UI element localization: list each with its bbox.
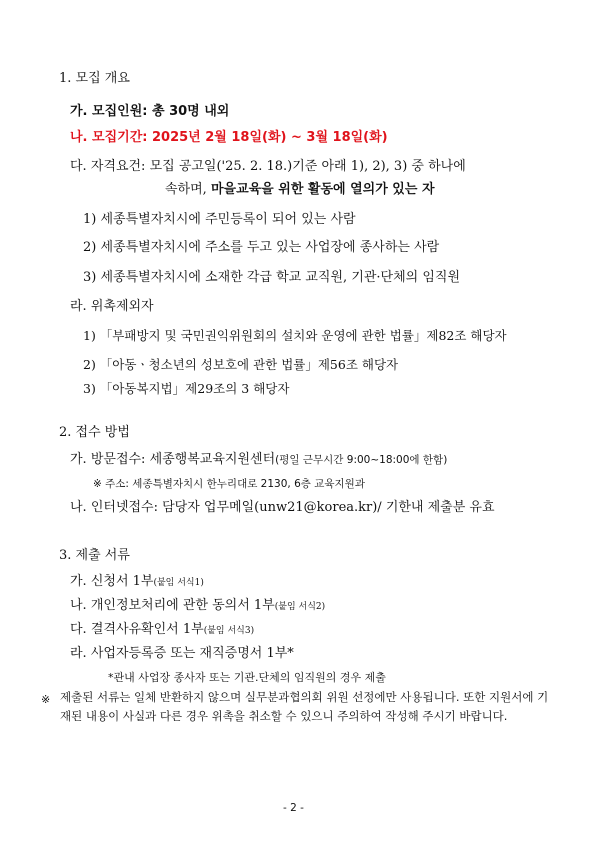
qualification-emphasis: 마을교육을 위한 활동에 열의가 있는 자 [210, 182, 435, 197]
qualification-continuation [165, 182, 435, 198]
section1-heading: 1. 모집 개요 [59, 71, 130, 86]
section3-heading: 3. 제출 서류 [59, 548, 130, 563]
document-2-label: 나. 개인정보처리에 관한 동의서 1부 [70, 598, 275, 613]
address-note: ※ 주소: 세종특별자치시 한누리대로 2130, 6층 교육지원과 [93, 478, 365, 490]
exclusion-item-3: 3) 「아동복지법」제29조의 3 해당자 [83, 381, 290, 396]
document-3-label: 다. 결격사유확인서 1부 [70, 622, 204, 637]
notice-mark: ※ [41, 693, 51, 706]
document-4: 라. 사업자등록증 또는 재직증명서 1부* [70, 646, 294, 661]
visit-hours: (평일 근무시간 9:00~18:00에 한함) [275, 454, 448, 466]
submission-notice: 제출된 서류는 일체 반환하지 않으며 실무분과협의회 위원 선정에만 사용됩니다. 또한 지원서에 기재된 내용이 사실과 다른 경우 위촉을 취소할 수 있으니 주의하여 작성해 주시기 바랍니다. [60, 690, 549, 723]
document-2-attachment: (붙임 서식2) [274, 602, 326, 612]
qualification-line: 다. 자격요건: 모집 공고일('25. 2. 18.)기준 아래 1), 2), 3) 중 하나에 [70, 159, 466, 174]
document-1 [70, 574, 204, 591]
exclusion-heading: 라. 위촉제외자 [70, 299, 154, 314]
qualification-item-2: 2) 세종특별자치시에 주소를 두고 있는 사업장에 종사하는 사람 [83, 240, 440, 255]
recruit-period: 나. 모집기간: 2025년 2월 18일(화) ~ 3월 18일(화) [70, 130, 388, 145]
online-application: 나. 인터넷접수: 담당자 업무메일(unw21@korea.kr)/ 기한내 제출분 유효 [70, 500, 495, 515]
exclusion-item-2: 2) 「아동ㆍ청소년의 성보호에 관한 법률」제56조 해당자 [83, 357, 399, 372]
document-1-attachment: (붙임 서식1) [153, 578, 204, 588]
page-number: - 2 - [283, 802, 304, 814]
visit-application [70, 452, 447, 468]
recruit-count: 가. 모집인원: 총 30명 내외 [70, 104, 230, 119]
qualification-item-3: 3) 세종특별자치시에 소재한 각급 학교 교직원, 기관·단체의 임직원 [83, 270, 461, 285]
section2-heading: 2. 접수 방법 [59, 425, 130, 440]
qualification-cont-text: 속하며, [165, 182, 207, 197]
document-3 [70, 622, 254, 639]
document-3-attachment: (붙임 서식3) [203, 626, 255, 636]
exclusion-item-1: 1) 「부패방지 및 국민권익위원회의 설치와 운영에 관한 법률」제82조 해당자 [83, 328, 507, 343]
document-footnote: *관내 사업장 종사자 또는 기관.단체의 임직원의 경우 제출 [108, 671, 386, 684]
document-1-label: 가. 신청서 1부 [70, 574, 154, 589]
visit-application-text: 가. 방문접수: 세종행복교육지원센터 [70, 452, 276, 467]
qualification-item-1: 1) 세종특별자치시에 주민등록이 되어 있는 사람 [83, 212, 356, 227]
document-2 [70, 598, 325, 615]
